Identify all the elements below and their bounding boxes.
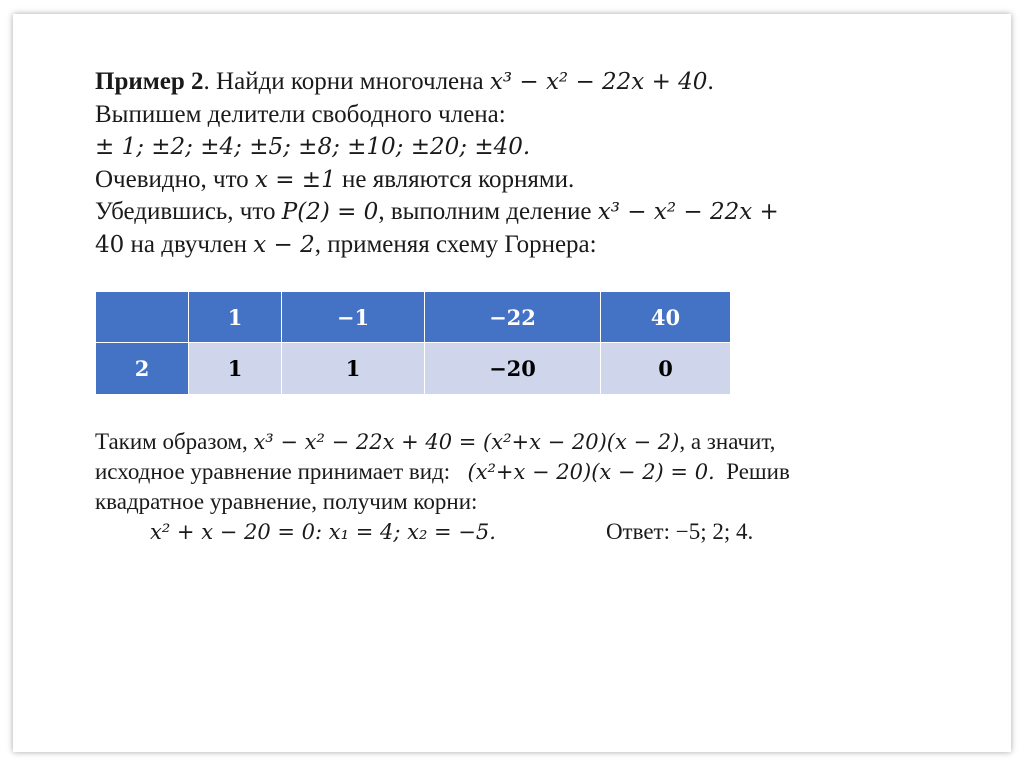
horner-header-cell bbox=[96, 292, 189, 343]
c1-rest: , а значит, bbox=[679, 429, 776, 454]
horner-math: x − 2 bbox=[253, 231, 315, 258]
problem-text bbox=[95, 66, 915, 262]
line-horner bbox=[95, 229, 915, 262]
horner-header-cell: −1 bbox=[282, 292, 425, 343]
example-label: Пример 2 bbox=[95, 68, 204, 95]
title-text: . Найди корни многочлена bbox=[203, 68, 484, 95]
line-divisors: ± 1; ±2; ±4; ±5; ±8; ±10; ±20; ±40. bbox=[95, 134, 531, 161]
horner-result-cell: 0 bbox=[601, 343, 731, 395]
title-period: . bbox=[707, 68, 714, 95]
horner-text: на двучлен bbox=[130, 230, 247, 258]
obvious-math: x = ±1 bbox=[254, 166, 336, 193]
answer: Ответ: −5; 2; 4. bbox=[605, 519, 754, 544]
polynomial: x³ − x² − 22x + 40 bbox=[489, 69, 708, 95]
line-title bbox=[95, 66, 915, 99]
horner-result-cell: 1 bbox=[282, 343, 425, 395]
horner-result-row bbox=[96, 343, 731, 395]
horner-result-cell: 1 bbox=[189, 343, 282, 395]
obvious-rest: не являются корнями. bbox=[341, 165, 575, 193]
horner-header-cell: −22 bbox=[425, 292, 601, 343]
horner-result-cell: −20 bbox=[425, 343, 601, 395]
horner-rest: , применяя схему Горнера: bbox=[314, 230, 597, 258]
roots-math: x² + x − 20 = 0: x₁ = 4; x₂ = −5. bbox=[150, 520, 496, 544]
horner-header-cell: 1 bbox=[189, 292, 282, 343]
c2-rest: Решив bbox=[726, 459, 790, 484]
obvious-text: Очевидно, что bbox=[95, 165, 249, 193]
conclusion-line-1 bbox=[95, 427, 955, 457]
conclusion-line-2 bbox=[95, 457, 955, 487]
check-rest: , выполним деление bbox=[378, 198, 592, 226]
c1-math: x³ − x² − 22x + 40 = (x²+x − 20)(x − 2) bbox=[253, 430, 680, 454]
line-divisors-intro: Выпишем делители свободного члена: bbox=[95, 100, 506, 128]
conclusion-line-4 bbox=[95, 517, 955, 547]
c2-text: исходное уравнение принимает вид: bbox=[95, 459, 451, 484]
conclusion-line-3: квадратное уравнение, получим корни: bbox=[95, 489, 478, 514]
c1-text: Таким образом, bbox=[95, 429, 248, 454]
line-obvious bbox=[95, 164, 915, 197]
horner-root-cell: 2 bbox=[96, 343, 189, 395]
horner-header-cell: 40 bbox=[601, 292, 731, 343]
check-poly: x³ − x² − 22x + bbox=[597, 199, 779, 226]
check-text: Убедившись, что bbox=[95, 198, 276, 226]
check-math: P(2) = 0 bbox=[281, 199, 379, 226]
horner-table bbox=[95, 291, 731, 395]
horner-num: 40 bbox=[95, 231, 125, 258]
line-check bbox=[95, 196, 915, 229]
c2-math: (x²+x − 20)(x − 2) = 0. bbox=[467, 460, 715, 484]
conclusion-text bbox=[95, 427, 955, 547]
horner-header-row bbox=[96, 292, 731, 343]
